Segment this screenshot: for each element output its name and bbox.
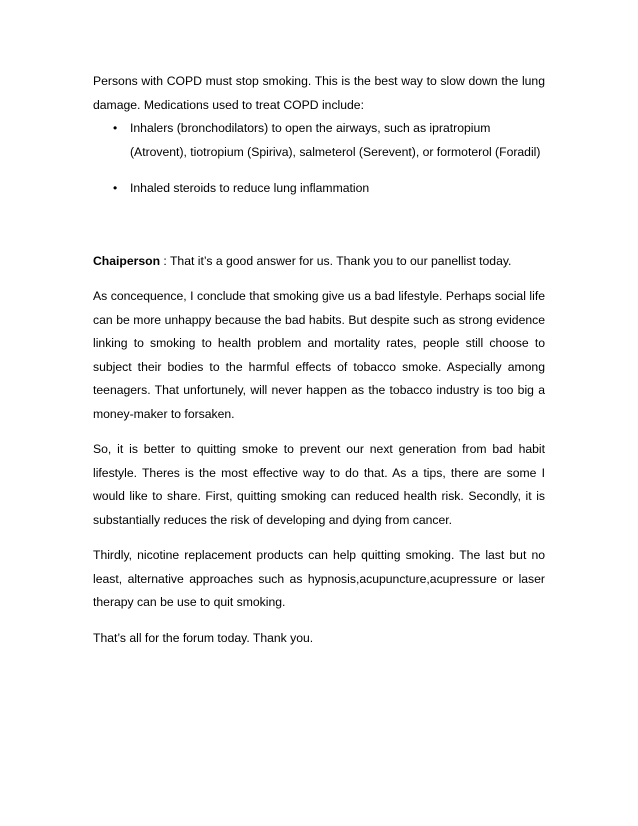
paragraph-quitting: So, it is better to quitting smoke to prevent our next generation from bad habit lifestyle. Theres is the most effective way to do that. As a tips, there are some I would like to share. First, quitting smoking can reduced health risk. Secondly, it is substantially reduces the risk of developing and dying from cancer. bbox=[93, 442, 545, 527]
list-item bbox=[93, 177, 545, 201]
paragraph-closing: That’s all for the forum today. Thank you. bbox=[93, 630, 314, 645]
list-item-text: Inhaled steroids to reduce lung inflammation bbox=[130, 181, 370, 195]
speaker-name: Chaiperson bbox=[93, 253, 161, 268]
bullet-icon: • bbox=[113, 181, 118, 195]
paragraph-conclusion: As concequence, I conclude that smoking give us a bad lifestyle. Perhaps social life can be more unhappy because the bad habits. But despite such as strong evidence linking to smoking to health problem and mortality rates, people still choose to subject their bodies to the harmful effects of tobacco smoke. Aspecially among teenagers. That unfortunely, will never happen as the tobacco industry is too big a money-maker to forsaken. bbox=[93, 289, 545, 421]
bullet-icon: • bbox=[113, 121, 118, 135]
list-item-text: Inhalers (bronchodilators) to open the airways, such as ipratropium (Atrovent), tiotropium (Spiriva), salmeterol (Serevent), or formoterol (Foradil) bbox=[130, 121, 541, 159]
list-item bbox=[93, 117, 545, 164]
document-body bbox=[93, 70, 545, 650]
chairperson-text: : That it’s a good answer for us. Thank you to our panellist today. bbox=[160, 253, 512, 268]
medication-list bbox=[93, 117, 545, 201]
chairperson-paragraph bbox=[93, 250, 545, 274]
paragraph-alternatives: Thirdly, nicotine replacement products can help quitting smoking. The last but no least, alternative approaches such as hypnosis,acupuncture,acupressure or laser therapy can be use to quit smoking. bbox=[93, 548, 545, 609]
intro-paragraph: Persons with COPD must stop smoking. This is the best way to slow down the lung damage. Medications used to treat COPD include: bbox=[93, 74, 545, 112]
